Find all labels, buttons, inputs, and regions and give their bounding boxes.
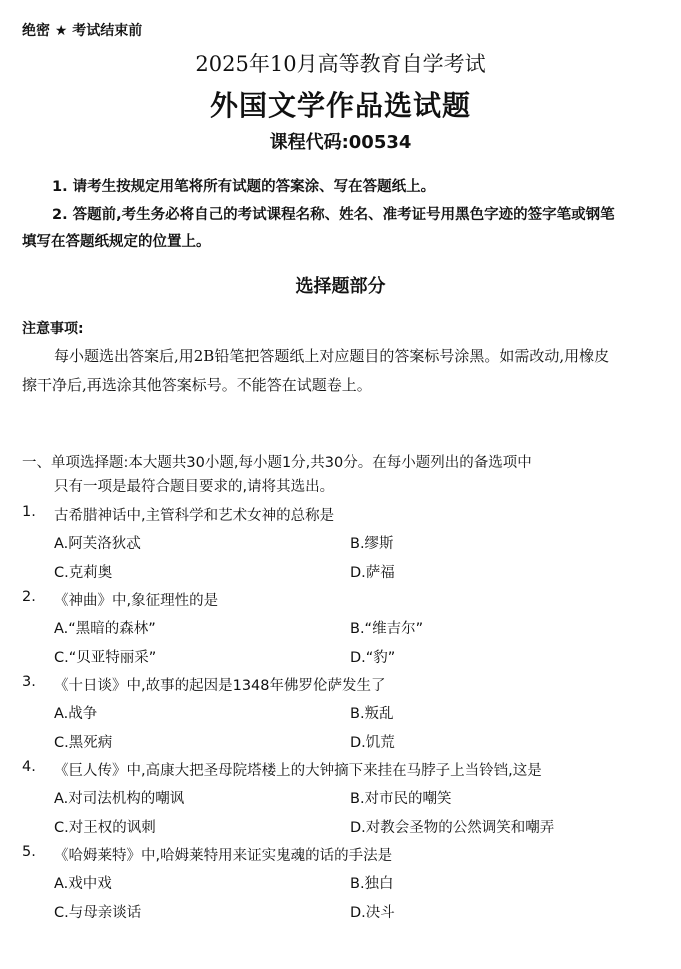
section-title: 选择题部分	[295, 276, 386, 297]
subject-title: 外国文学作品选试题	[209, 89, 471, 122]
question-3-option-a: A.战争	[54, 706, 98, 722]
question-2-option-d: D.“豹”	[350, 650, 396, 666]
question-2-option-c: C.“贝亚特丽采”	[54, 650, 157, 666]
part-one-intro-line-1: 一、单项选择题:本大题共30小题,每小题1分,共30分。在每小题列出的备选项中	[22, 455, 532, 471]
question-1-option-b: B.缪斯	[350, 536, 394, 552]
question-3-option-b: B.叛乱	[350, 706, 394, 722]
question-5-text: 《哈姆莱特》中,哈姆莱特用来证实鬼魂的话的手法是	[54, 848, 393, 864]
question-3-number: 3.	[22, 674, 36, 690]
course-code: 课程代码:00534	[269, 132, 412, 153]
notice-2-continued: 填写在答题纸规定的位置上。	[22, 234, 211, 250]
question-4-option-a: A.对司法机构的嘲讽	[54, 791, 185, 807]
question-1-text: 古希腊神话中,主管科学和艺术女神的总称是	[54, 508, 335, 524]
question-1-option-a: A.阿芙洛狄忒	[54, 536, 141, 552]
exam-title: 2025年10月高等教育自学考试	[195, 52, 486, 76]
question-5-option-b: B.独白	[350, 876, 394, 892]
question-2-number: 2.	[22, 589, 36, 605]
question-5-option-d: D.决斗	[350, 905, 395, 921]
question-5-option-a: A.戏中戏	[54, 876, 112, 892]
question-5-number: 5.	[22, 844, 36, 860]
question-1-option-d: D.萨福	[350, 565, 395, 581]
confidential-label: 绝密 ★ 考试结束前	[22, 23, 143, 39]
question-2-option-a: A.“黑暗的森林”	[54, 621, 156, 637]
question-3-option-d: D.饥荒	[350, 735, 395, 751]
question-1-number: 1.	[22, 504, 36, 520]
attention-line-1: 每小题选出答案后,用2B铅笔把答题纸上对应题目的答案标号涂黑。如需改动,用橡皮	[54, 347, 610, 365]
question-5-option-c: C.与母亲谈话	[54, 905, 142, 921]
question-3-text: 《十日谈》中,故事的起因是1348年佛罗伦萨发生了	[54, 678, 386, 694]
part-one-intro-line-2: 只有一项是最符合题目要求的,请将其选出。	[54, 479, 335, 495]
attention-label: 注意事项:	[22, 321, 84, 337]
question-4-option-c: C.对王权的讽刺	[54, 820, 156, 836]
question-2-option-b: B.“维吉尔”	[350, 621, 424, 637]
question-4-option-b: B.对市民的嘲笑	[350, 791, 452, 807]
question-4-text: 《巨人传》中,高康大把圣母院塔楼上的大钟摘下来挂在马脖子上当铃铛,这是	[54, 763, 542, 779]
attention-line-2: 擦干净后,再选涂其他答案标号。不能答在试题卷上。	[22, 376, 372, 394]
notice-2: 2. 答题前,考生务必将自己的考试课程名称、姓名、准考证号用黑色字迹的签字笔或钢笔	[52, 207, 615, 223]
notice-1: 1. 请考生按规定用笔将所有试题的答案涂、写在答题纸上。	[52, 179, 436, 195]
question-1-option-c: C.克莉奥	[54, 565, 113, 581]
question-4-option-d: D.对教会圣物的公然调笑和嘲弄	[350, 820, 555, 836]
question-3-option-c: C.黑死病	[54, 735, 113, 751]
question-4-number: 4.	[22, 759, 36, 775]
question-2-text: 《神曲》中,象征理性的是	[54, 593, 219, 609]
